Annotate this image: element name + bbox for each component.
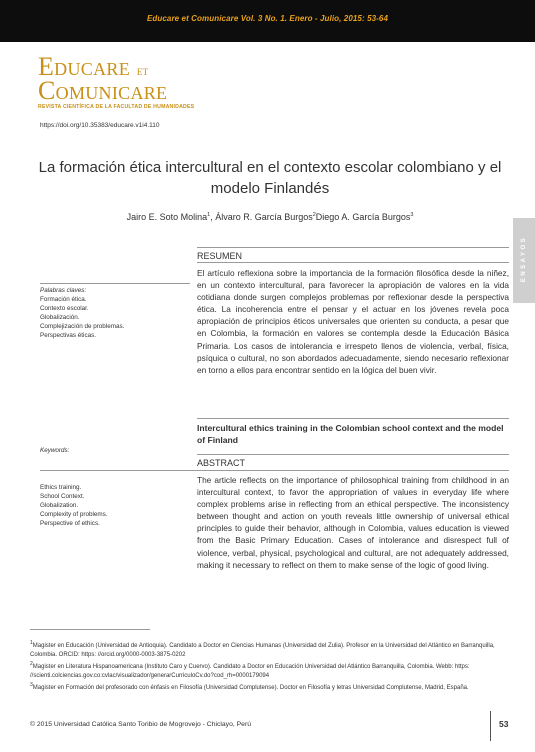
footnote-divider <box>30 629 150 630</box>
divider <box>40 470 509 471</box>
divider <box>197 454 509 455</box>
english-title: Intercultural ethics training in the Colombian school context and the model of Finland <box>197 423 504 445</box>
keyword-item: Globalization. <box>40 502 79 509</box>
author-list <box>30 212 510 222</box>
footnotes <box>30 639 510 694</box>
divider <box>197 418 509 419</box>
abstract-heading: ABSTRACT <box>197 458 246 468</box>
footnote-mark: 1 <box>30 640 33 646</box>
logo-subtitle: REVISTA CIENTÍFICA DE LA FACULTAD DE HUMANIDADES <box>38 104 195 110</box>
resumen-text: El artículo reflexiona sobre la importancia de la formación filosófica desde la niñez, en un contexto intercultural, para favorecer la apropiación de valores en la vida cotidiana donde surgen complejos problemas por reflexionar desde la perspectiva ética. La incoherencia entre el pensar y el actuar en los jóvenes revela poca apropiación de principios éticos universales que orienten su conducta, a pesar que en Colombia, la formación en valores se contempla desde la Educación Básica Primaria. Los casos de intolerancia e irrespeto llenos de violencia, verbal, física, psíquica o cultural, no son abordados adecuadamente, siendo necesario reflexionar en torno a ellos para encontrar sentido en la lógica del buen vivir. <box>197 268 509 375</box>
keywords-es <box>40 286 124 340</box>
footnote-text: Magister en Educación (Universidad de Antioquia). Candidato a Doctor en Ciencias Humanas (Universidad del Zulia). Profesor en la Universidad del Atlántico en Barranquilla, Colombia. ORCID: https: //orcid.org/0000-0003-3875-0202 <box>30 643 495 658</box>
author-affiliation-mark: 1 <box>207 212 211 218</box>
section-tab-label: ENSAYOS <box>521 235 527 283</box>
footer-divider <box>490 711 491 741</box>
running-header-bar <box>0 0 535 42</box>
keywords-en-list <box>40 483 108 528</box>
keyword-item: School Context. <box>40 493 85 500</box>
footnote-mark: 3 <box>30 682 33 689</box>
keyword-item: Ethics training. <box>40 484 82 491</box>
abstract-text: The article reflects on the importance of philosophical training from childhood in an intercultural context, to favor the appropriation of values in everyday life where complex problems arise in reflecting from an ethical perspective. The inconsistency between thought and action on youth reveals little ownership of universal ethical principles to guide their behavior, although in Colombia, values education is viewed from the Basic Primary Education. Cases of intolerance and disrespect full of violence, verbal, physical, psychological and cultural, are not adequately addressed, making it necessary to reflect on them to make sense of the logic of good living. <box>197 475 509 570</box>
resumen-heading: RESUMEN <box>197 251 243 261</box>
keywords-es-title: Palabras claves: <box>40 287 87 294</box>
doi-link[interactable]: https://doi.org/10.35383/educare.v1i4.110 <box>40 122 160 129</box>
author-affiliation-mark: 2 <box>312 212 316 218</box>
footnote <box>30 639 510 659</box>
footnote <box>30 660 510 680</box>
keyword-item: Perspective of ethics. <box>40 520 100 527</box>
logo-word-et: et <box>136 63 149 78</box>
keyword-item: Perspectivas éticas. <box>40 332 96 339</box>
divider <box>197 247 509 248</box>
footnote-text: Magister en Formación del profesorado con énfasis en Filosofía (Universidad Complutense). Doctor en Filosofía y letras Universidad Complutense, Madrid, España. <box>32 685 469 692</box>
keywords-en <box>40 446 69 455</box>
footnote-mark: 2 <box>30 661 33 668</box>
divider <box>197 262 509 263</box>
author-affiliation-mark: 3 <box>410 212 414 218</box>
author-name: Jairo E. Soto Molina <box>126 212 208 222</box>
keyword-item: Formación ética. <box>40 296 87 303</box>
page-number: 53 <box>499 719 509 729</box>
journal-logo <box>38 54 298 116</box>
article-title: La formación ética intercultural en el contexto escolar colombiano y el modelo Finlandés <box>38 159 502 197</box>
footer-copyright: © 2015 Universidad Católica Santo Toribio de Mogrovejo - Chiclayo, Perú <box>30 721 251 728</box>
divider <box>40 283 190 284</box>
keyword-item: Contexto escolar. <box>40 305 89 312</box>
section-tab <box>513 218 535 303</box>
keyword-item: Complexity of problems. <box>40 511 108 518</box>
author-name: Diego A. García Burgos <box>315 212 411 222</box>
footnote <box>30 681 510 693</box>
author-name: , Álvaro R. García Burgos <box>210 212 313 222</box>
logo-word-comunicare: Comunicare <box>38 76 168 105</box>
logo-word-educare: Educare <box>38 52 130 81</box>
keywords-en-title: Keywords: <box>40 447 70 454</box>
keyword-item: Globalización. <box>40 314 80 321</box>
keyword-item: Complejización de problemas. <box>40 323 125 330</box>
footnote-text: Magister en Literatura Hispanoamericana (Instituto Caro y Cuervo). Candidato a Doctor en Educación Universidad del Atlántico Barranquilla, Colombia. Webb: https: //scienti.colciencias.gov.co:cvlac/visualizador/generarCurriculoCv.do?cod_rh=0000179094 <box>30 664 470 679</box>
running-head: Educare et Comunicare Vol. 3 No. 1. Enero - Julio, 2015: 53-64 <box>146 14 389 23</box>
